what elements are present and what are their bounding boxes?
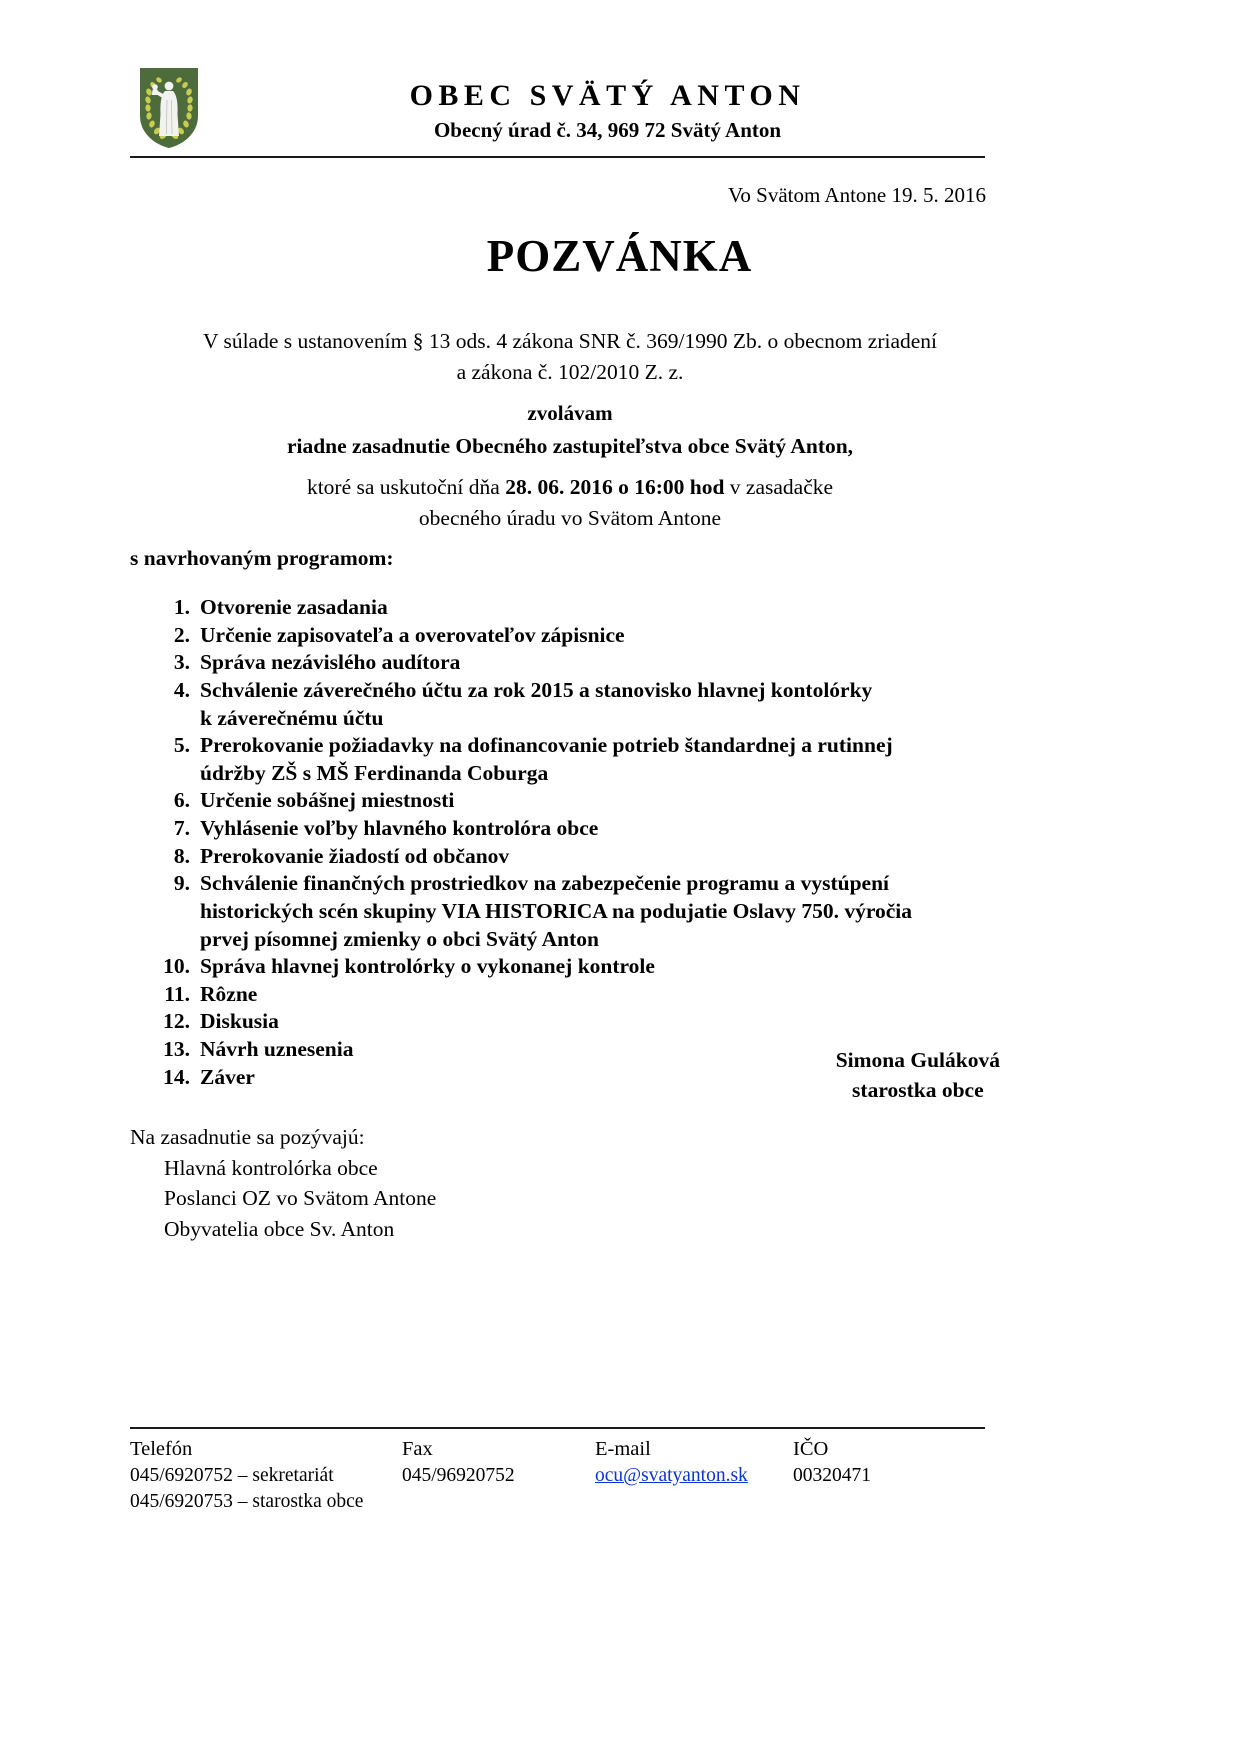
when-datetime: 28. 06. 2016 o 16:00 hod [505,475,725,499]
page-title: POZVÁNKA [486,231,753,281]
list-item-text: Záver [200,1064,255,1089]
convene-verb: zvolávam [527,401,613,425]
list-item [160,594,965,622]
list-item-number: 5. [173,733,190,758]
list-item-number: 1. [173,595,190,619]
list-item-number: 12. [163,1009,190,1034]
list-item-number: 13. [163,1037,190,1061]
list-item [160,649,965,677]
list-item-text: Prerokovanie požiadavky na dofinancovanie potrieb štandardnej a rutinnej údržby ZŠ s MŠ Ferdinanda Coburga [200,732,965,787]
organization-address: Obecný úrad č. 34, 969 72 Svätý Anton [433,118,782,143]
list-item-text: Určenie sobášnej miestnosti [200,788,455,813]
recipient-item: Poslanci OZ vo Svätom Antone [164,1186,437,1211]
list-item-text: Vyhlásenie voľby hlavného kontrolóra obce [200,816,599,840]
list-item-text: Schválenie finančných prostriedkov na zabezpečenie programu a vystúpení historických scén skupiny VIA HISTORICA na podujatie Oslavy 750. výročia prvej písomnej zmienky o obci Svätý Anton [200,870,965,953]
list-item [160,732,965,787]
list-item-number: 4. [173,677,190,702]
list-item [160,815,965,843]
list-item [160,1008,965,1036]
meeting-when-where [130,472,1010,534]
convene-block [130,398,1010,462]
document-footer [130,1436,1010,1515]
intro-line-2: a zákona č. 102/2010 Z. z. [456,360,684,385]
footer-fax-value: 045/96920752 [402,1465,515,1487]
list-item [160,677,965,732]
recipients-block [130,1122,436,1244]
recipient-item: Obyvatelia obce Sv. Anton [164,1216,395,1241]
list-item-text: Otvorenie zasadania [200,595,388,619]
list-item-text: Rôzne [200,981,258,1006]
list-item-text: Návrh uznesenia [200,1037,354,1061]
list-item-number: 6. [173,788,190,813]
recipient-item: Hlavná kontrolórka obce [164,1155,378,1180]
signature-block [836,1046,1000,1105]
header-divider [130,156,985,158]
when-prefix: ktoré sa uskutoční dňa [306,475,506,499]
when-suffix: v zasadačke [724,475,834,499]
organization-name: OBEC SVÄTÝ ANTON [409,79,806,112]
list-item-text: Schválenie záverečného účtu za rok 2015 a stanovisko hlavnej kontolórky k záverečnému účtu [200,677,965,732]
list-item-number: 14. [163,1064,190,1089]
list-item-text: Správa nezávislého audítora [200,650,461,675]
list-item-number: 11. [164,981,190,1006]
footer-ico-value: 00320471 [793,1465,871,1487]
signer-name: Simona Guláková [835,1048,1000,1072]
list-item-number: 2. [173,622,190,647]
list-item [160,787,965,815]
list-item-number: 9. [173,871,190,896]
footer-label-row [130,1436,1010,1463]
list-item-continuation: historických scén skupiny VIA HISTORICA na podujatie Oslavy 750. výročia prvej písomnej zmienky o obci Svätý Anton [200,898,913,951]
footer-label-fax: Fax [402,1438,433,1460]
list-item-text: Správa hlavnej kontrolórky o vykonanej kontrole [200,954,655,979]
footer-label-phone: Telefón [130,1438,193,1460]
footer-label-ico: IČO [793,1438,829,1460]
list-item-number: 3. [173,650,190,675]
program-list [160,594,965,1091]
list-item-text: Určenie zapisovateľa a overovateľov zápisnice [200,622,625,647]
intro-line-1: V súlade s ustanovením § 13 ods. 4 zákona SNR č. 369/1990 Zb. o obecnom zriadení [202,329,938,353]
intro-paragraph [130,326,1010,388]
footer-label-email: E-mail [595,1438,651,1460]
list-item-text: Diskusia [200,1009,279,1034]
footer-phone-1: 045/6920752 – sekretariát [130,1465,334,1487]
list-item-text: Prerokovanie žiadostí od občanov [200,843,510,868]
signer-role: starostka obce [852,1077,984,1102]
list-item [160,622,965,650]
footer-email-link[interactable]: ocu@svatyanton.sk [595,1465,748,1487]
document-header [130,62,985,157]
list-item [160,870,965,953]
dateline: Vo Svätom Antone 19. 5. 2016 [727,183,986,207]
footer-value-row [130,1463,1010,1489]
footer-value-row-2 [130,1489,1010,1515]
list-item-number: 10. [163,954,190,979]
header-titles [230,78,985,144]
convene-subject: riadne zasadnutie Obecného zastupiteľstva obce Svätý Anton, [286,433,854,458]
list-item [160,981,965,1009]
recipients-heading: Na zasadnutie sa pozývajú: [130,1125,365,1149]
list-item-number: 7. [173,816,190,840]
list-item [160,953,965,981]
program-heading: s navrhovaným programom: [130,546,394,570]
list-item [160,843,965,871]
when-location: obecného úradu vo Svätom Antone [418,506,722,531]
coat-of-arms-icon [138,66,200,150]
list-item-continuation: údržby ZŠ s MŠ Ferdinanda Coburga [200,760,549,785]
footer-divider [130,1427,985,1429]
list-item-continuation: k záverečnému účtu [200,705,384,730]
list-item-number: 8. [173,843,190,868]
footer-phone-2: 045/6920753 – starostka obce [130,1490,364,1512]
